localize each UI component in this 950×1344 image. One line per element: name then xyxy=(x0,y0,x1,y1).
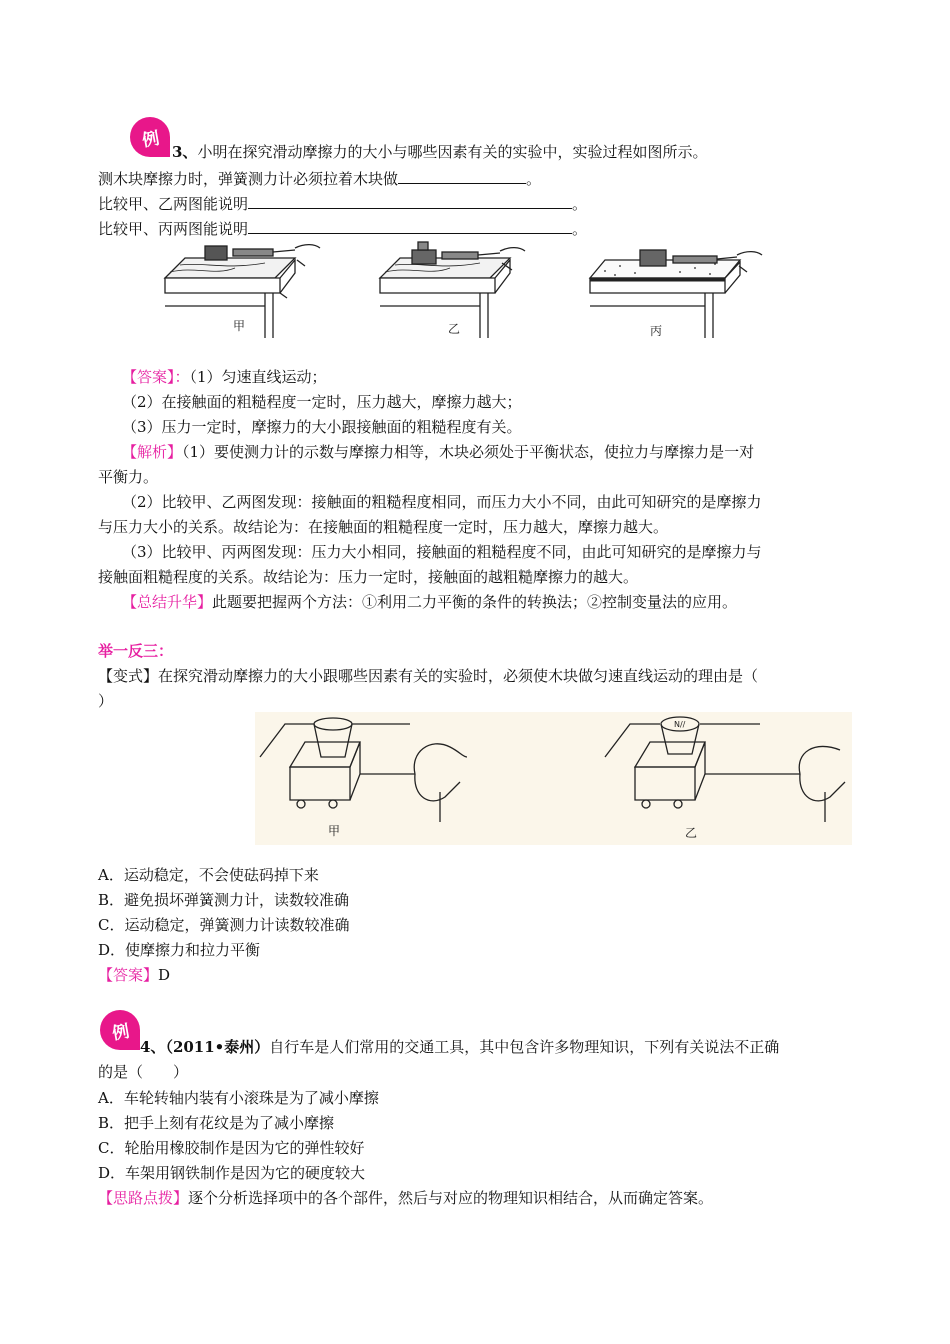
variant-answer-value: D xyxy=(158,966,171,984)
blank-question-3: 比较甲、丙两图能说明 。 xyxy=(98,220,588,238)
cup-mark: N// xyxy=(674,720,686,729)
blank-question-1: 测木块摩擦力时，弹簧测力计必须拉着木块做 。 xyxy=(98,170,542,188)
analysis-line-3b: 接触面粗糙程度的关系。故结论为：压力一定时，接触面的越粗糙摩擦力的越大。 xyxy=(98,568,639,586)
figure-label-jia: 甲 xyxy=(328,824,341,838)
question-number: 4、 xyxy=(140,1038,166,1056)
figure-label-yi: 乙 xyxy=(448,322,461,336)
question-source: （2011•泰州） xyxy=(165,1038,270,1056)
example4-hint: 【思路点拨】逐个分析选择项中的各个部件，然后与对应的物理知识相结合，从而确定答案。 xyxy=(98,1189,714,1207)
analysis-line-2b: 与压力大小的关系。故结论为：在接触面的粗糙程度一定时，压力越大，摩擦力越大。 xyxy=(98,518,669,536)
variant-option-b[interactable]: B．避免损坏弹簧测力计，读数较准确 xyxy=(98,891,350,909)
variant-figure-boxes xyxy=(255,712,852,845)
answer-line-2: （2）在接触面的粗糙程度一定时，压力越大，摩擦力越大； xyxy=(122,393,522,411)
variant-option-d[interactable]: D．使摩擦力和拉力平衡 xyxy=(98,941,261,959)
example3-stem: 3、小明在探究滑动摩擦力的大小与哪些因素有关的实验中，实验过程如图所示。 xyxy=(172,143,708,161)
figure-label-yi: 乙 xyxy=(685,826,698,840)
question-number: 3、 xyxy=(172,143,198,161)
experiment-figure-tables xyxy=(155,238,805,343)
example4-stem: 4、（2011•泰州）自行车是人们常用的交通工具，其中包含许多物理知识，下列有关说法不正确 xyxy=(140,1038,780,1056)
answer-line-1: 【答案】：（1）匀速直线运动； xyxy=(122,368,327,386)
variant-stem-end: ） xyxy=(98,692,114,710)
analysis-line-3a: （3）比较甲、丙两图发现：压力大小相同，接触面的粗糙程度不同，由此可知研究的是摩擦力与 xyxy=(122,543,762,561)
variant-option-a[interactable]: A．运动稳定，不会使砝码掉下来 xyxy=(98,866,319,884)
answer-tag: 【答案】： xyxy=(122,368,190,386)
example4-option-b[interactable]: B．把手上刻有花纹是为了减小摩擦 xyxy=(98,1114,335,1132)
example-badge-icon: 例 xyxy=(130,117,170,157)
answer-blank-2[interactable] xyxy=(248,194,572,209)
figure-label-jia: 甲 xyxy=(233,319,246,333)
summary-line: 【总结升华】此题要把握两个方法：①利用二力平衡的条件的转换法；②控制变量法的应用。 xyxy=(122,593,738,611)
analysis-line-1b: 平衡力。 xyxy=(98,468,159,486)
variant-tag: 【变式】 xyxy=(98,667,159,685)
analysis-line-2a: （2）比较甲、乙两图发现：接触面的粗糙程度相同，而压力大小不同，由此可知研究的是摩擦力 xyxy=(122,493,762,511)
example4-option-d[interactable]: D．车架用钢铁制作是因为它的硬度较大 xyxy=(98,1164,366,1182)
example4-option-c[interactable]: C．轮胎用橡胶制作是因为它的弹性较好 xyxy=(98,1139,365,1157)
hint-tag: 【思路点拨】 xyxy=(98,1189,189,1207)
example4-option-a[interactable]: A．车轮转轴内装有小滚珠是为了减小摩擦 xyxy=(98,1089,379,1107)
variant-stem: 【变式】在探究滑动摩擦力的大小跟哪些因素有关的实验时，必须使木块做匀速直线运动的理由是（ xyxy=(98,667,759,685)
summary-tag: 【总结升华】 xyxy=(122,593,213,611)
table-bing-icon xyxy=(590,250,762,338)
blank-question-2: 比较甲、乙两图能说明 。 xyxy=(98,195,588,213)
variant-option-c[interactable]: C．运动稳定，弹簧测力计读数较准确 xyxy=(98,916,350,934)
analysis-line-1a: 【解析】（1）要使测力计的示数与摩擦力相等，木块必须处于平衡状态，使拉力与摩擦力是一对 xyxy=(122,443,755,461)
answer-blank-3[interactable] xyxy=(248,219,572,234)
variant-heading: 举一反三： xyxy=(98,642,174,660)
answer-line-3: （3）压力一定时，摩擦力的大小跟接触面的粗糙程度有关。 xyxy=(122,418,522,436)
example4-stem-end: 的是（ ） xyxy=(98,1063,189,1081)
variant-answer xyxy=(98,964,170,986)
figure-label-bing: 丙 xyxy=(650,324,663,338)
variant-answer-tag: 【答案】 xyxy=(98,966,159,984)
analysis-tag: 【解析】 xyxy=(122,443,183,461)
answer-blank-1[interactable] xyxy=(398,169,526,184)
example-badge-icon: 例 xyxy=(100,1010,140,1050)
